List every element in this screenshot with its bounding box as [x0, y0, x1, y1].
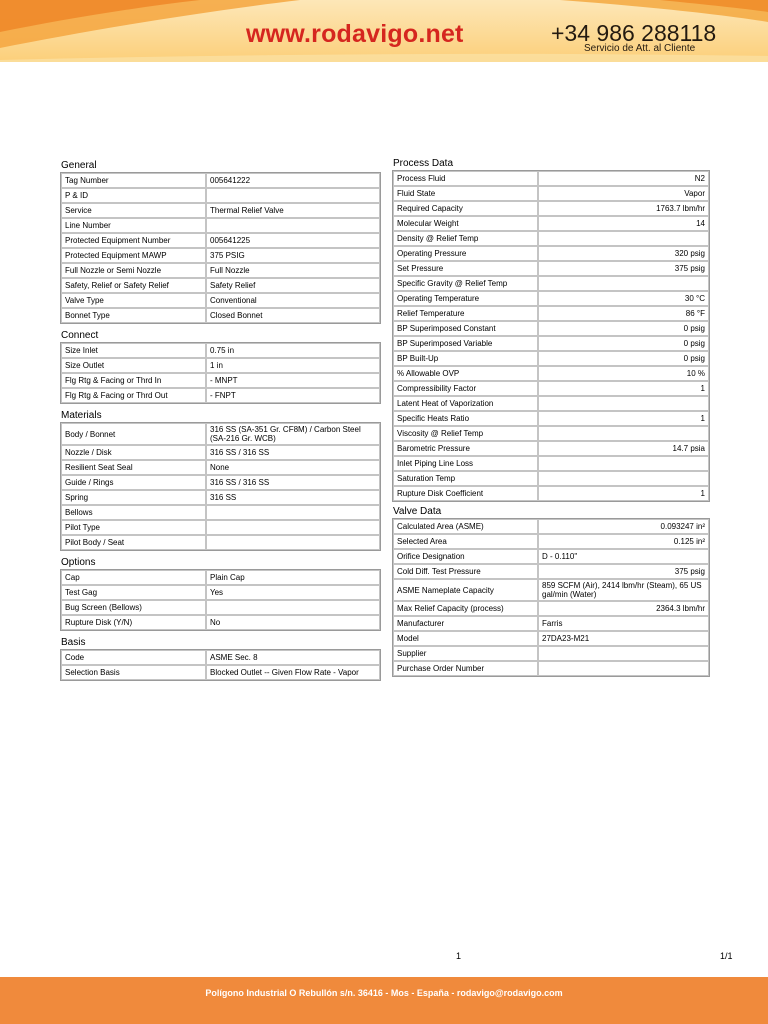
table-row [61, 570, 380, 585]
table-row [61, 308, 380, 323]
table-row [61, 490, 380, 505]
field-value: 1763.7 lbm/hr [538, 201, 709, 216]
field-value: 1 [538, 411, 709, 426]
field-value: 1 [538, 381, 709, 396]
field-label: Saturation Temp [393, 471, 538, 486]
field-value: 316 SS [206, 490, 380, 505]
table-row [393, 631, 709, 646]
field-value: 1 [538, 486, 709, 501]
table-row [393, 171, 709, 186]
table-basis [60, 649, 381, 681]
field-value: 316 SS (SA-351 Gr. CF8M) / Carbon Steel (SA-216 Gr. WCB) [206, 423, 380, 445]
page-count: 1/1 [720, 951, 733, 961]
table-row [61, 460, 380, 475]
field-value: ASME Sec. 8 [206, 650, 380, 665]
table-row [393, 201, 709, 216]
table-row [61, 293, 380, 308]
field-label: Rupture Disk (Y/N) [61, 615, 206, 630]
field-label: Operating Temperature [393, 291, 538, 306]
field-label: Molecular Weight [393, 216, 538, 231]
field-label: Resilient Seat Seal [61, 460, 206, 475]
field-label: Density @ Relief Temp [393, 231, 538, 246]
section-title-basis: Basis [61, 637, 86, 648]
field-value: Conventional [206, 293, 380, 308]
field-value: 0.125 in² [538, 534, 709, 549]
table-valve-data [392, 518, 710, 677]
field-value [538, 646, 709, 661]
field-label: Purchase Order Number [393, 661, 538, 676]
field-label: Tag Number [61, 173, 206, 188]
field-value [538, 471, 709, 486]
table-row [393, 411, 709, 426]
field-value [538, 231, 709, 246]
table-options [60, 569, 381, 631]
table-row [393, 456, 709, 471]
table-row [393, 396, 709, 411]
field-value: 0 psig [538, 336, 709, 351]
footer-bar [0, 977, 768, 1024]
field-value: 86 °F [538, 306, 709, 321]
field-value: Closed Bonnet [206, 308, 380, 323]
table-row [61, 535, 380, 550]
table-row [61, 248, 380, 263]
header-banner [0, 0, 768, 62]
field-label: Flg Rtg & Facing or Thrd In [61, 373, 206, 388]
field-label: Viscosity @ Relief Temp [393, 426, 538, 441]
field-value: - MNPT [206, 373, 380, 388]
field-value: 10 % [538, 366, 709, 381]
field-label: Body / Bonnet [61, 423, 206, 445]
field-label: BP Superimposed Variable [393, 336, 538, 351]
field-label: Full Nozzle or Semi Nozzle [61, 263, 206, 278]
table-row [393, 579, 709, 601]
field-value: 14 [538, 216, 709, 231]
field-label: Code [61, 650, 206, 665]
field-label: BP Built-Up [393, 351, 538, 366]
field-label: Rupture Disk Coefficient [393, 486, 538, 501]
field-value [206, 188, 380, 203]
field-label: Compressibility Factor [393, 381, 538, 396]
field-label: Max Relief Capacity (process) [393, 601, 538, 616]
field-label: Process Fluid [393, 171, 538, 186]
section-title-materials: Materials [61, 410, 102, 421]
table-row [61, 188, 380, 203]
table-row [393, 276, 709, 291]
field-label: % Allowable OVP [393, 366, 538, 381]
field-label: P & ID [61, 188, 206, 203]
section-title-general: General [61, 160, 97, 171]
field-label: Model [393, 631, 538, 646]
table-row [393, 336, 709, 351]
field-label: Selected Area [393, 534, 538, 549]
table-row [61, 218, 380, 233]
field-value [538, 276, 709, 291]
field-label: Pilot Body / Seat [61, 535, 206, 550]
site-url[interactable]: www.rodavigo.net [246, 20, 464, 48]
field-value: 320 psig [538, 246, 709, 261]
field-value: Blocked Outlet -- Given Flow Rate - Vapor [206, 665, 380, 680]
field-value [538, 426, 709, 441]
field-value [206, 535, 380, 550]
field-label: Calculated Area (ASME) [393, 519, 538, 534]
field-label: Protected Equipment Number [61, 233, 206, 248]
table-row [61, 203, 380, 218]
table-row [393, 549, 709, 564]
field-label: Orifice Designation [393, 549, 538, 564]
table-general [60, 172, 381, 324]
field-label: Operating Pressure [393, 246, 538, 261]
table-row [393, 426, 709, 441]
table-materials [60, 422, 381, 551]
table-row [393, 246, 709, 261]
field-label: Set Pressure [393, 261, 538, 276]
field-label: Pilot Type [61, 520, 206, 535]
table-row [61, 615, 380, 630]
table-row [61, 520, 380, 535]
field-value: Yes [206, 585, 380, 600]
table-row [61, 505, 380, 520]
footer-address: Polígono Industrial O Rebullón s/n. 36416 - Mos - España - rodavigo@rodavigo.com [205, 988, 563, 998]
table-row [393, 306, 709, 321]
field-label: Fluid State [393, 186, 538, 201]
field-value: Farris [538, 616, 709, 631]
field-label: Bug Screen (Bellows) [61, 600, 206, 615]
table-row [61, 665, 380, 680]
field-label: Protected Equipment MAWP [61, 248, 206, 263]
table-row [393, 321, 709, 336]
field-value: No [206, 615, 380, 630]
page-number: 1 [456, 951, 462, 961]
table-row [393, 471, 709, 486]
table-row [393, 534, 709, 549]
field-value [206, 505, 380, 520]
field-label: Service [61, 203, 206, 218]
field-label: Size Inlet [61, 343, 206, 358]
section-title-process-data: Process Data [393, 158, 454, 169]
field-value: 0.093247 in² [538, 519, 709, 534]
field-label: Guide / Rings [61, 475, 206, 490]
field-value: N2 [538, 171, 709, 186]
field-value: 0 psig [538, 321, 709, 336]
field-label: Required Capacity [393, 201, 538, 216]
table-row [61, 263, 380, 278]
section-title-options: Options [61, 557, 96, 568]
table-row [393, 261, 709, 276]
table-row [393, 231, 709, 246]
field-value: 375 psig [538, 564, 709, 579]
field-label: Manufacturer [393, 616, 538, 631]
field-value: 0.75 in [206, 343, 380, 358]
field-value: Vapor [538, 186, 709, 201]
table-row [393, 661, 709, 676]
field-label: Selection Basis [61, 665, 206, 680]
table-row [61, 423, 380, 445]
customer-service-label: Servicio de Att. al Cliente [584, 43, 696, 54]
field-value: 375 psig [538, 261, 709, 276]
phone-number: +34 986 288118 [551, 20, 717, 46]
field-label: Line Number [61, 218, 206, 233]
field-label: ASME Nameplate Capacity [393, 579, 538, 601]
field-label: Specific Heats Ratio [393, 411, 538, 426]
table-row [61, 343, 380, 358]
field-value [538, 456, 709, 471]
field-value: 859 SCFM (Air), 2414 lbm/hr (Steam), 65 US gal/min (Water) [538, 579, 709, 601]
field-label: Latent Heat of Vaporization [393, 396, 538, 411]
field-value: Safety Relief [206, 278, 380, 293]
field-label: Valve Type [61, 293, 206, 308]
field-label: Safety, Relief or Safety Relief [61, 278, 206, 293]
field-value: 1 in [206, 358, 380, 373]
table-row [61, 373, 380, 388]
field-value: None [206, 460, 380, 475]
table-row [393, 381, 709, 396]
table-process-data [392, 170, 710, 502]
field-value: 375 PSIG [206, 248, 380, 263]
table-row [61, 233, 380, 248]
field-value: 2364.3 lbm/hr [538, 601, 709, 616]
field-value: D - 0.110" [538, 549, 709, 564]
table-row [393, 291, 709, 306]
field-label: Bonnet Type [61, 308, 206, 323]
section-title-connect: Connect [61, 330, 99, 341]
field-value: Full Nozzle [206, 263, 380, 278]
table-row [61, 600, 380, 615]
field-value: 005641225 [206, 233, 380, 248]
table-row [393, 441, 709, 456]
field-value [206, 218, 380, 233]
field-value: - FNPT [206, 388, 380, 403]
field-value: Plain Cap [206, 570, 380, 585]
field-label: Inlet Piping Line Loss [393, 456, 538, 471]
table-row [393, 646, 709, 661]
left-column [60, 158, 381, 681]
table-row [61, 278, 380, 293]
field-value: 0 psig [538, 351, 709, 366]
table-row [61, 585, 380, 600]
field-label: Size Outlet [61, 358, 206, 373]
field-value: 14.7 psia [538, 441, 709, 456]
table-row [393, 616, 709, 631]
table-row [393, 486, 709, 501]
field-label: Cap [61, 570, 206, 585]
table-row [393, 216, 709, 231]
table-row [393, 601, 709, 616]
field-value: 316 SS / 316 SS [206, 445, 380, 460]
table-row [61, 388, 380, 403]
field-value: 316 SS / 316 SS [206, 475, 380, 490]
field-label: Specific Gravity @ Relief Temp [393, 276, 538, 291]
field-value [538, 396, 709, 411]
field-value: 005641222 [206, 173, 380, 188]
field-value [206, 600, 380, 615]
table-row [393, 351, 709, 366]
field-label: Bellows [61, 505, 206, 520]
table-row [393, 564, 709, 579]
field-label: Test Gag [61, 585, 206, 600]
table-row [61, 358, 380, 373]
table-row [61, 445, 380, 460]
section-title-valve-data: Valve Data [393, 506, 442, 517]
field-label: Cold Diff. Test Pressure [393, 564, 538, 579]
field-label: Spring [61, 490, 206, 505]
table-row [61, 475, 380, 490]
table-row [393, 186, 709, 201]
field-label: Relief Temperature [393, 306, 538, 321]
field-label: Supplier [393, 646, 538, 661]
field-label: Flg Rtg & Facing or Thrd Out [61, 388, 206, 403]
field-value: 27DA23-M21 [538, 631, 709, 646]
field-label: Barometric Pressure [393, 441, 538, 456]
table-row [393, 366, 709, 381]
table-row [61, 173, 380, 188]
field-value: 30 °C [538, 291, 709, 306]
field-value: Thermal Relief Valve [206, 203, 380, 218]
table-row [61, 650, 380, 665]
field-label: Nozzle / Disk [61, 445, 206, 460]
field-value [538, 661, 709, 676]
table-connect [60, 342, 381, 404]
field-label: BP Superimposed Constant [393, 321, 538, 336]
field-value [206, 520, 380, 535]
right-column [392, 158, 710, 677]
table-row [393, 519, 709, 534]
